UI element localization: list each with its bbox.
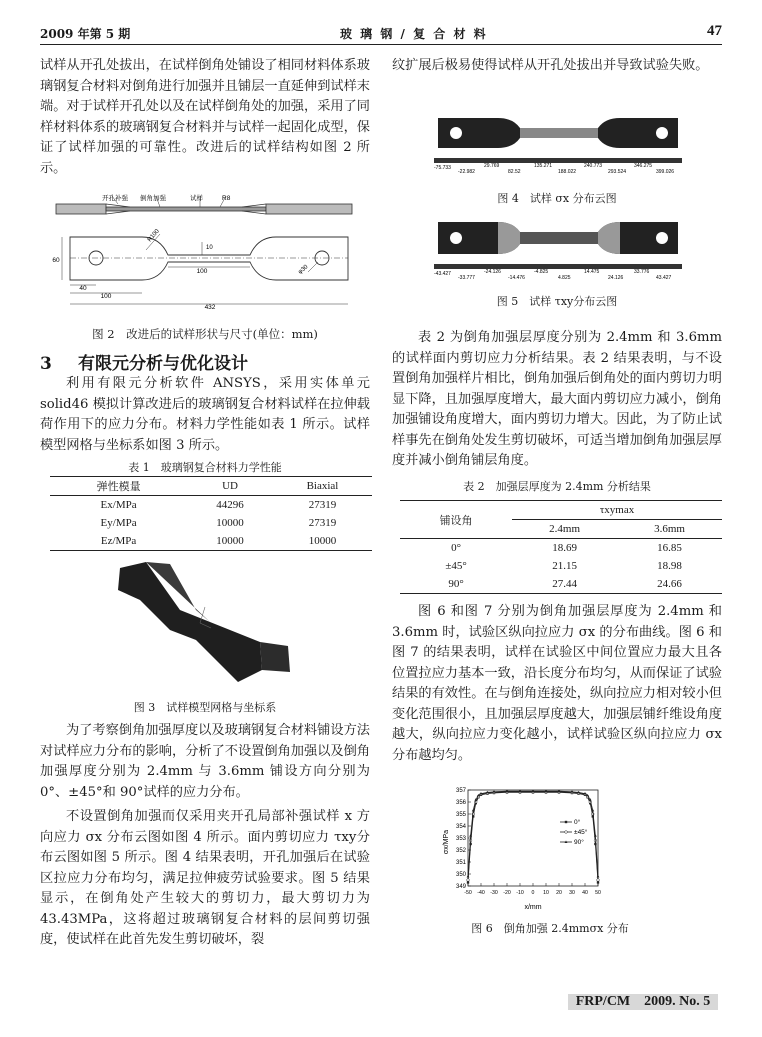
table1-cell: 27319 [308,517,337,529]
section-title: 有限元分析与优化设计 [78,354,248,374]
table1-cell: 44296 [216,499,244,511]
figure-4-caption: 图 4 试样 σx 分布云图 [497,192,617,205]
y-tick-label: 354 [455,824,466,831]
table-row [400,557,722,575]
chart-xlabel: x/mm [524,904,542,911]
table-row [400,575,722,594]
y-tick-label: 349 [455,884,466,891]
table2-cell: 21.15 [552,560,577,572]
y-tick-label: 353 [455,836,466,843]
table-row [50,532,372,551]
fig4-tick: 82.52 [508,169,521,175]
table-1-caption: 表 1 玻璃钢复合材料力学性能 [128,461,282,474]
y-tick-label: 350 [455,872,466,879]
table-row [50,496,372,515]
section-3-heading [40,349,248,374]
x-tick-label: -50 [464,890,472,896]
fig2-label-specimen: 试样 [190,195,203,202]
table2-col-head: 铺设角 [400,501,512,539]
table2-cell: 0° [451,542,462,554]
plot-frame [468,790,598,886]
fig4-tick: -75.733 [434,165,451,171]
x-tick-label: 50 [595,890,601,896]
fig5-tick: -24.126 [484,269,501,275]
figure-3-mesh-model [110,560,310,690]
table-2-caption: 表 2 加强层厚度为 2.4mm 分析结果 [463,480,651,493]
figure-5-caption: 图 5 试样 τxy分布云图 [496,295,618,308]
fig4-tick: -22.982 [458,169,475,175]
table1-cell: 10000 [216,535,244,547]
fig2-dim-r100: R100 [146,228,161,244]
fig5-tick: -43.427 [434,271,451,277]
journal-title: 玻 璃 钢 / 复 合 材 料 [340,27,488,41]
right-paragraph-3: 图 6 和图 7 分别为倒角加强层厚度为 2.4mm 和 3.6mm 时，试验区纵向拉应力 σx 的分布曲线。图 6 和图 7 的结果表明，试样在试验区中间位置应力最大且各位置拉应力基本一致，沿长度分布均匀，从而保证了试验结果的有效性。在与倒角连接处，纵向拉应力相对较小但变化范围很小，且加强层厚度越大，加强层铺纤维设角度越大，纵向拉应力变化越小，试样试验区纵向拉应力 σx 分布越均匀。 [392,604,722,763]
fig2-dim-10: 10 [206,245,213,251]
table2-cell: 16.85 [657,542,682,554]
table1-cell: 10000 [216,517,244,529]
legend-label: 0° [574,819,581,827]
x-tick-label: -10 [516,890,524,896]
fig5-tick: 43.427 [656,275,672,281]
specimen-side-view [56,196,352,214]
y-tick-label: 356 [455,800,466,807]
table-2-shear-results [400,500,722,594]
section-number: 3 [40,354,52,374]
fig2-label-r8: R8 [222,195,231,202]
y-tick-label: 351 [455,860,466,867]
fig5-tick: 14.475 [584,269,600,275]
left-paragraph-3: 为了考察倒角加强厚度以及玻璃钢复合材料铺设方法对试样应力分布的影响，分析了不设置倒角加强以及倒角加强厚度分别为 2.4mm 与 3.6mm 铺设方向分别为 0°、±45°和 90°试样的应力分布。 [40,723,370,800]
x-tick-label: 30 [569,890,575,896]
right-paragraph-1: 纹扩展后极易使得试样从开孔处拔出并导致试验失败。 [392,58,709,73]
table2-cell: 24.66 [657,578,682,590]
table2-group-head: τxymax [512,501,722,520]
table-1-material-properties [50,476,372,551]
legend-marker [565,821,567,823]
chart-ylabel: σx/MPa [443,829,450,855]
x-tick-label: 20 [556,890,562,896]
x-tick-label: -30 [490,890,498,896]
series-line-0 [468,792,598,882]
table2-cell: ±45° [445,560,467,572]
figure-5-tau-contour [428,214,688,290]
left-paragraph-4: 不设置倒角加强而仅采用夹开孔局部补强试样 x 方向应力 σx 分布云图如图 4 所示。面内剪切应力 τxy分布云图如图 5 所示。图 4 结果表明，开孔加强后在试验区拉应力分布均匀，满足拉伸疲劳试验要求。图 5 结果显示，在倒角处产生较大的剪切力，最大剪切力为 43.43MPa，这将超过玻璃钢复合材料的层间剪切强度，使试样在此首先发生剪切破坏，裂 [40,809,370,947]
legend-label: ±45° [574,829,588,837]
fig5-tick: -14.476 [508,275,525,281]
y-tick-label: 355 [455,812,466,819]
left-paragraph-1: 试样从开孔处拔出，在试样倒角处铺设了相同材料体系玻璃钢复合材料对倒角进行加强并且铺层一直延伸到试样末端。对于试样开孔处以及在试样倒角处的加强，采用了同样材料体系的玻璃钢复合材料并与试样一起固化成型，保证了试样加强的可靠性。改进后的试样结构如图 2 所示。 [40,58,370,176]
figure-3-caption: 图 3 试样模型网格与坐标系 [133,701,277,714]
fig4-tick: 135.271 [534,163,553,169]
fig5-tick: -33.777 [458,275,475,281]
table1-cell: 27319 [308,499,337,511]
table2-cell: 27.44 [552,578,577,590]
data-point [467,875,470,878]
figure-4-sigma-contour [428,106,688,186]
fig2-dim-60: 60 [52,257,60,264]
figure-2-caption: 图 2 改进后的试样形状与尺寸(单位：mm) [92,327,318,341]
table2-cell: 18.69 [552,542,577,554]
x-tick-label: -20 [503,890,511,896]
y-tick-label: 357 [455,788,466,795]
fig2-dim-100b: 100 [100,293,112,300]
figure-6-stress-chart [440,782,650,912]
x-tick-label: 0 [531,890,535,896]
table1-header: Biaxial [273,477,372,496]
fig2-dim-phi30: φ30 [297,264,310,276]
fig5-tick: 4.825 [558,275,571,281]
data-point [467,881,469,883]
data-point [597,875,600,878]
table2-cell: 18.98 [657,560,682,572]
page-footer: FRP/CM 2009. No. 5 [568,994,718,1010]
data-point [467,879,470,882]
journal-issue: 2009 年第 5 期 [40,27,131,41]
fig4-tick: 399.026 [656,169,675,175]
fig5-tick: 33.776 [634,269,650,275]
x-tick-label: -40 [477,890,485,896]
fig4-tick: 29.769 [484,163,500,169]
legend-label: 90° [574,839,584,847]
x-tick-label: 40 [582,890,588,896]
table1-cell: Ex/MPa [100,499,137,511]
left-paragraph-2: 利用有限元分析软件 ANSYS，采用实体单元 solid46 模拟计算改进后的玻璃钢复合材料试样在拉伸载荷作用下的应力分布。材料力学性能如表 1 所示。试样模型网格与坐标系如图 3 所示。 [40,376,370,453]
table1-header: UD [187,477,273,496]
fig2-label-hole: 开孔补强 [102,195,128,202]
page-number: 47 [707,23,722,39]
fig4-tick: 188.022 [558,169,577,175]
table-row [400,539,722,558]
table1-cell: Ez/MPa [100,535,137,547]
table2-cell: 90° [448,578,464,590]
legend-marker [565,831,568,834]
data-point [597,879,600,882]
page-header [40,22,722,45]
fig2-dim-40: 40 [79,285,87,292]
figure-2-specimen-drawing [50,192,360,312]
table1-cell: Ey/MPa [100,517,137,529]
table-row [50,514,372,532]
fig4-tick: 346.275 [634,163,653,169]
fig2-label-chamfer: 倒角加强 [140,195,166,202]
y-tick-label: 352 [455,848,466,855]
fig2-dim-100: 100 [196,268,208,275]
fig5-tick: 24.126 [608,275,624,281]
data-point [597,881,599,883]
table2-sub-head: 3.6mm [617,520,722,539]
fig2-dim-432: 432 [204,304,216,311]
fig4-tick: 293.524 [608,169,627,175]
figure-6-caption: 图 6 倒角加强 2.4mmσx 分布 [471,922,629,935]
table1-header: 弹性模量 [50,477,187,496]
table1-cell: 10000 [308,535,337,547]
fig5-tick: -4.825 [534,269,549,275]
fig4-tick: 240.773 [584,163,603,169]
right-paragraph-2: 表 2 为倒角加强层厚度分别为 2.4mm 和 3.6mm 的试样面内剪切应力分析结果。表 2 结果表明，与不设置倒角加强样片相比，倒角加强后倒角处的面内剪切力明显下降，且加强厚度增大，最大面内剪切应力减小，倒角加强铺设角度增大，面内剪切力增大。因此，为了防止试样事先在倒角处发生剪切破坏，可适当增加倒角加强层厚度并减小倒角铺层角度。 [392,330,722,468]
x-tick-label: 10 [543,890,549,896]
table2-sub-head: 2.4mm [512,520,617,539]
